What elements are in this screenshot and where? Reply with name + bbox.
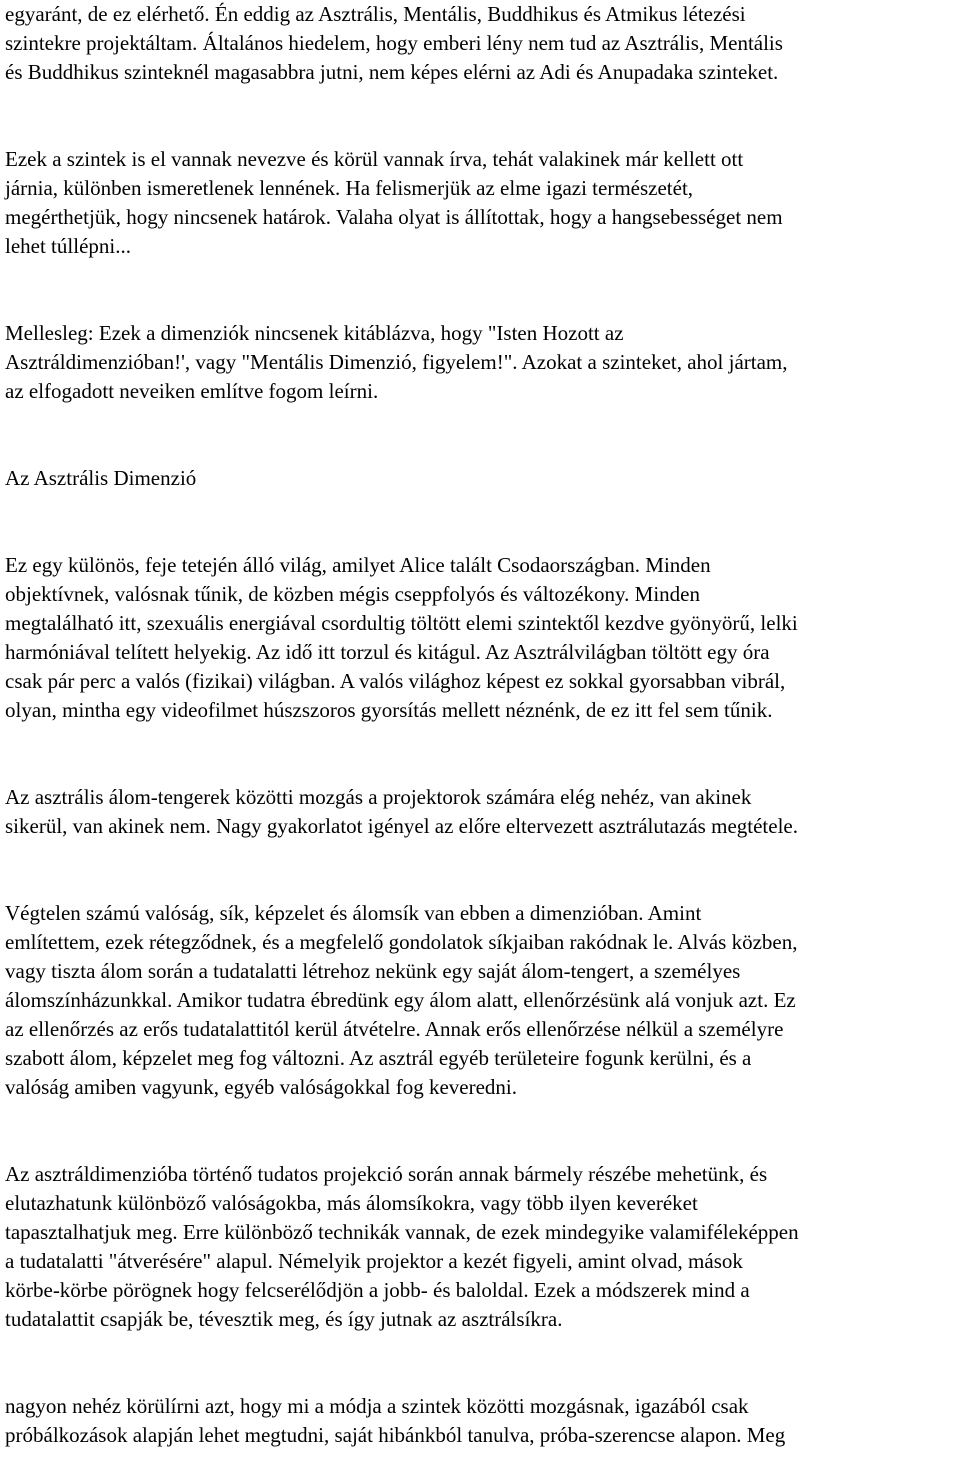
text-line: próbálkozások alapján lehet megtudni, saját hibánkból tanulva, próba-szerencse alapon. Meg [5, 1423, 786, 1447]
text-line: megérthetjük, hogy nincsenek határok. Valaha olyat is állítottak, hogy a hangsebességet nem [5, 205, 783, 229]
paragraph-conscious-projection [5, 1160, 960, 1334]
paragraph-spacer [5, 725, 960, 783]
text-line: Végtelen számú valóság, sík, képzelet és álomsík van ebben a dimenzióban. Amint [5, 901, 702, 925]
text-line: szintekre projektáltam. Általános hiedelem, hogy emberi lény nem tud az Asztrális, Mentális [5, 31, 783, 55]
text-line: Ezek a szintek is el vannak nevezve és körül vannak írva, tehát valakinek már kellett ott [5, 147, 744, 171]
text-line: nagyon nehéz körülírni azt, hogy mi a módja a szintek közötti mozgásnak, igazából csak [5, 1394, 749, 1418]
text-line: és Buddhikus szinteknél magasabbra jutni, nem képes elérni az Adi és Anupadaka szinteket. [5, 60, 779, 84]
text-line: harmóniával telített helyekig. Az idő itt torzul és kitágul. Az Asztrálvilágban töltött egy óra [5, 640, 770, 664]
paragraph-spacer [5, 493, 960, 551]
paragraph-alice [5, 551, 960, 725]
paragraph-infinite-realities [5, 899, 960, 1102]
text-line: álomszínházunkkal. Amikor tudatra ébredünk egy álom alatt, ellenőrzésünk alá vonjuk azt. Ez [5, 988, 796, 1012]
text-line: szabott álom, képzelet meg fog változni. Az asztrál egyéb területeire fogunk kerülni, és a [5, 1046, 752, 1070]
text-line: objektívnek, valósnak tűnik, de közben mégis cseppfolyós és változékony. Minden [5, 582, 700, 606]
text-line: olyan, mintha egy videofilmet húszszoros gyorsítás mellett néznénk, de ez itt fel sem tűnik. [5, 698, 773, 722]
paragraph-spacer [5, 87, 960, 145]
text-line: valóság amiben vagyunk, egyéb valóságokkal fog keveredni. [5, 1075, 518, 1099]
paragraph-spacer [5, 406, 960, 464]
paragraph-spacer [5, 261, 960, 319]
text-line: tapasztalhatjuk meg. Erre különböző technikák vannak, de ezek mindegyike valamiféleképpen [5, 1220, 799, 1244]
text-line: Az asztrális álom-tengerek közötti mozgás a projektorok számára elég nehéz, van akinek [5, 785, 752, 809]
paragraph-dream-seas [5, 783, 960, 841]
text-line: lehet túllépni... [5, 234, 131, 258]
text-line: Ez egy különös, feje tetején álló világ, amilyet Alice talált Csodaországban. Minden [5, 553, 711, 577]
text-line: egyaránt, de ez elérhető. Én eddig az Asztrális, Mentális, Buddhikus és Atmikus létezési [5, 2, 746, 26]
paragraph-intro [5, 0, 960, 87]
text-line: említettem, ezek rétegződnek, és a megfelelő gondolatok síkjaiban rakódnak le. Alvás közben, [5, 930, 798, 954]
text-line: Az asztráldimenzióba történő tudatos projekció során annak bármely részébe mehetünk, és [5, 1162, 768, 1186]
text-line: vagy tiszta álom során a tudatalatti létrehoz nekünk egy saját álom-tengert, a személyes [5, 959, 741, 983]
section-heading: Az Asztrális Dimenzió [5, 466, 197, 490]
text-line: Mellesleg: Ezek a dimenziók nincsenek kitáblázva, hogy "Isten Hozott az [5, 321, 624, 345]
text-line: megtalálható itt, szexuális energiával csordultig töltött elemi szintektől kezdve gyönyörű, lelki [5, 611, 798, 635]
text-line: az elfogadott neveiken említve fogom leírni. [5, 379, 379, 403]
text-line: az ellenőrzés az erős tudatalattitól kerül átvételre. Annak erős ellenőrzése nélkül a személyre [5, 1017, 784, 1041]
text-line: elutazhatunk különböző valóságokba, más álomsíkokra, vagy több ilyen keveréket [5, 1191, 698, 1215]
paragraph-spacer [5, 1334, 960, 1392]
paragraph-spacer [5, 841, 960, 899]
text-line: körbe-körbe pörögnek hogy felcserélődjön a jobb- és baloldal. Ezek a módszerek mind a [5, 1278, 750, 1302]
text-line: sikerül, van akinek nem. Nagy gyakorlatot igényel az előre eltervezett asztrálutazás megtétele. [5, 814, 798, 838]
text-line: a tudatalatti "átverésére" alapul. Némelyik projektor a kezét figyeli, amint olvad, mások [5, 1249, 743, 1273]
paragraph-spacer [5, 1102, 960, 1160]
text-line: Asztráldimenzióban!', vagy "Mentális Dimenzió, figyelem!". Azokat a szinteket, ahol jártam, [5, 350, 788, 374]
text-line: tudatalattit csapják be, tévesztik meg, és így jutnak az asztrálsíkra. [5, 1307, 563, 1331]
text-line: járnia, különben ismeretlenek lennének. Ha felismerjük az elme igazi természetét, [5, 176, 694, 200]
document-page [5, 0, 960, 1450]
paragraph-closing [5, 1392, 960, 1450]
paragraph-levels [5, 145, 960, 261]
text-line: csak pár perc a valós (fizikai) világban. A valós világhoz képest ez sokkal gyorsabban vibrál, [5, 669, 786, 693]
paragraph-mellesleg [5, 319, 960, 406]
